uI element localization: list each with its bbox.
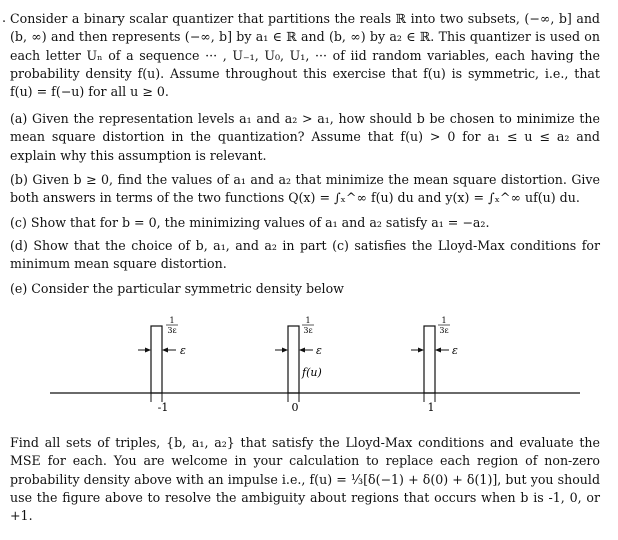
tick-label-one: 1 — [427, 401, 435, 414]
height-label-den: 3ε — [439, 326, 449, 335]
final-question: Find all sets of triples, {b, a₁, a₂} that satisfy the Lloyd-Max conditions and evaluate the MSE for each. You are welcome in your calculation to replace each region of non-zero probability density above with an impulse i.e., f(u) = ⅓[δ(−1) + δ(0) + δ(1)], but you should use the figure above to resolve the ambiguity about regions that occurs when b is -1, 0, or +1. — [10, 435, 600, 524]
density-block-zero — [288, 326, 299, 393]
right-arrow-head — [299, 348, 305, 353]
height-label-num: 1 — [305, 316, 311, 325]
height-label-den: 3ε — [303, 326, 313, 335]
left-arrow-head — [418, 348, 424, 353]
lead-mark: . — [2, 10, 7, 25]
part-a: (a) Given the representation levels a₁ and a₂ > a₁, how should b be chosen to minimize the mean square distortion in the quantization? Assume that f(u) > 0 for a₁ ≤ u ≤ a₂ and explain why this assumption is relevant. — [10, 111, 600, 163]
left-arrow-head — [145, 348, 151, 353]
right-arrow-head — [435, 348, 441, 353]
height-label-den: 3ε — [167, 326, 177, 335]
problem-intro: Consider a binary scalar quantizer that partitions the reals ℝ into two subsets, (−∞, b] and (b, ∞) and then represents (−∞, b] by a₁ ∈ ℝ and (b, ∞) by a₂ ∈ ℝ. This quantizer is used on each letter Uₙ of a sequence ··· , U₋₁, U₀, U₁, ··· of iid random variables, each having the probability density f(u). Assume throughout this exercise that f(u) is symmetric, i.e., that f(u) = f(−u) for all u ≥ 0. — [10, 11, 600, 100]
width-label: ε — [452, 344, 458, 357]
right-arrow-head — [162, 348, 168, 353]
height-label-num: 1 — [169, 316, 175, 325]
left-arrow-head — [282, 348, 288, 353]
density-block-minus-one — [151, 326, 162, 393]
height-label-num: 1 — [441, 316, 447, 325]
width-label: ε — [180, 344, 186, 357]
part-b: (b) Given b ≥ 0, find the values of a₁ and a₂ that minimize the mean square distortion. Give both answers in terms of the two functions Q(x) = ∫ₓ^∞ f(u) du and y(x) = ∫ₓ^∞ uf(u) du. — [10, 172, 600, 206]
width-label: ε — [316, 344, 322, 357]
part-e: (e) Consider the particular symmetric density below — [10, 281, 344, 296]
part-d: (d) Show that the choice of b, a₁, and a₂ in part (c) satisfies the Lloyd-Max conditions for minimum mean square distortion. — [10, 238, 600, 272]
tick-label-zero: 0 — [291, 401, 299, 414]
density-block-one — [424, 326, 435, 393]
tick-label-minus-one: -1 — [157, 401, 169, 414]
function-label: f(u) — [302, 366, 322, 379]
part-c: (c) Show that for b = 0, the minimizing values of a₁ and a₂ satisfy a₁ = −a₂. — [10, 215, 490, 230]
